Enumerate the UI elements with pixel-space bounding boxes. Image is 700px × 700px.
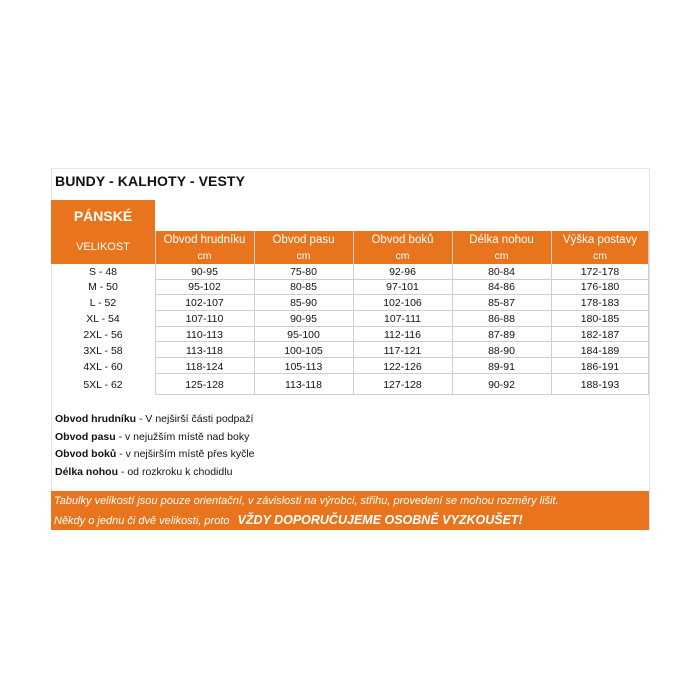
note-hips: Obvod boků - v nejširším místě přes kyčle <box>55 448 255 460</box>
cell-height: 178-183 <box>580 297 620 309</box>
cell-waist: 100-105 <box>284 345 323 357</box>
note-waist: Obvod pasu - v nejužším místě nad boky <box>55 430 250 443</box>
cell-hips: 127-128 <box>383 379 422 391</box>
table-row <box>51 328 649 343</box>
cell-size: 5XL - 62 <box>83 379 123 391</box>
cell-leg-length: 89-91 <box>488 361 515 373</box>
cell-size: XL - 54 <box>86 313 120 325</box>
table-header <box>51 231 649 264</box>
cell-leg-length: 87-89 <box>488 329 515 341</box>
table-row <box>51 312 649 327</box>
cell-height: 186-191 <box>580 361 620 373</box>
cell-hips: 97-101 <box>386 281 419 293</box>
cell-waist: 113-118 <box>285 379 322 391</box>
cell-hips: 107-111 <box>384 313 421 325</box>
cell-size: L - 52 <box>89 297 117 309</box>
cell-waist: 95-100 <box>287 329 320 341</box>
cell-hips: 122-126 <box>383 361 422 373</box>
cell-waist: 85-90 <box>290 297 317 309</box>
disclaimer-line-2: Někdy o jednu či dvě velikosti, proto VŽDY DOPORUČUJEME OSOBNĚ VYZKOUŠET! <box>54 513 523 527</box>
cell-height: 176-180 <box>580 281 620 293</box>
grid-line <box>155 394 649 395</box>
disclaimer-banner <box>51 491 649 530</box>
cell-leg-length: 85-87 <box>488 297 515 309</box>
cell-leg-length: 80-84 <box>488 266 515 278</box>
table-row <box>51 280 649 295</box>
header-waist: Obvod pasu cm <box>272 234 335 262</box>
cell-size: S - 48 <box>88 266 117 278</box>
note-chest: Obvod hrudníku - V nejširší části podpaží <box>55 413 254 425</box>
cell-chest: 95-102 <box>188 281 221 293</box>
header-leg-length: Délka nohou cm <box>469 234 534 262</box>
size-chart <box>51 168 649 530</box>
cell-hips: 92-96 <box>389 266 416 278</box>
measurement-notes <box>55 411 255 481</box>
disclaimer-emphasis: VŽDY DOPORUČUJEME OSOBNĚ VYZKOUŠET! <box>237 513 523 527</box>
cell-chest: 107-110 <box>185 313 224 325</box>
cell-chest: 113-118 <box>186 345 223 357</box>
table-row <box>51 344 649 359</box>
cell-waist: 75-80 <box>290 266 317 278</box>
page-title: BUNDY - KALHOTY - VESTY <box>55 173 246 189</box>
cell-chest: 125-128 <box>185 379 224 391</box>
cell-waist: 80-85 <box>290 281 317 293</box>
disclaimer-line-1: Tabulky velikostí jsou pouze orientační, v závislosti na výrobci, střihu, provedení se mohou rozměry lišit. <box>54 495 559 507</box>
table-row <box>51 296 649 311</box>
cell-leg-length: 90-92 <box>488 379 515 391</box>
cell-height: 184-189 <box>580 345 620 357</box>
cell-chest: 118-124 <box>185 361 224 373</box>
note-leg-length: Délka nohou - od rozkroku k chodidlu <box>55 465 233 478</box>
cell-hips: 112-116 <box>384 329 421 341</box>
header-height: Výška postavy cm <box>562 234 638 262</box>
cell-height: 188-193 <box>580 379 620 391</box>
cell-leg-length: 86-88 <box>488 313 515 325</box>
table-row <box>51 378 649 393</box>
cell-waist: 90-95 <box>290 313 317 325</box>
cell-waist: 105-113 <box>284 361 323 373</box>
cell-size: 3XL - 58 <box>83 345 123 357</box>
cell-chest: 110-113 <box>186 329 223 341</box>
cell-hips: 102-106 <box>383 297 422 309</box>
gender-label: PÁNSKÉ <box>51 200 155 232</box>
cell-size: M - 50 <box>88 281 118 293</box>
cell-height: 180-185 <box>580 313 620 325</box>
cell-chest: 90-95 <box>191 266 218 278</box>
cell-leg-length: 88-90 <box>488 345 515 357</box>
header-hips: Obvod boků cm <box>371 234 434 262</box>
cell-chest: 102-107 <box>185 297 224 309</box>
cell-size: 2XL - 56 <box>83 329 123 341</box>
table-row <box>51 265 649 280</box>
table-row <box>51 360 649 375</box>
cell-hips: 117-121 <box>383 345 422 357</box>
header-size: VELIKOST <box>76 241 130 253</box>
cell-leg-length: 84-86 <box>488 281 515 293</box>
header-chest: Obvod hrudníku cm <box>163 234 246 262</box>
cell-size: 4XL - 60 <box>83 361 123 373</box>
cell-height: 182-187 <box>580 329 620 341</box>
cell-height: 172-178 <box>580 266 620 278</box>
